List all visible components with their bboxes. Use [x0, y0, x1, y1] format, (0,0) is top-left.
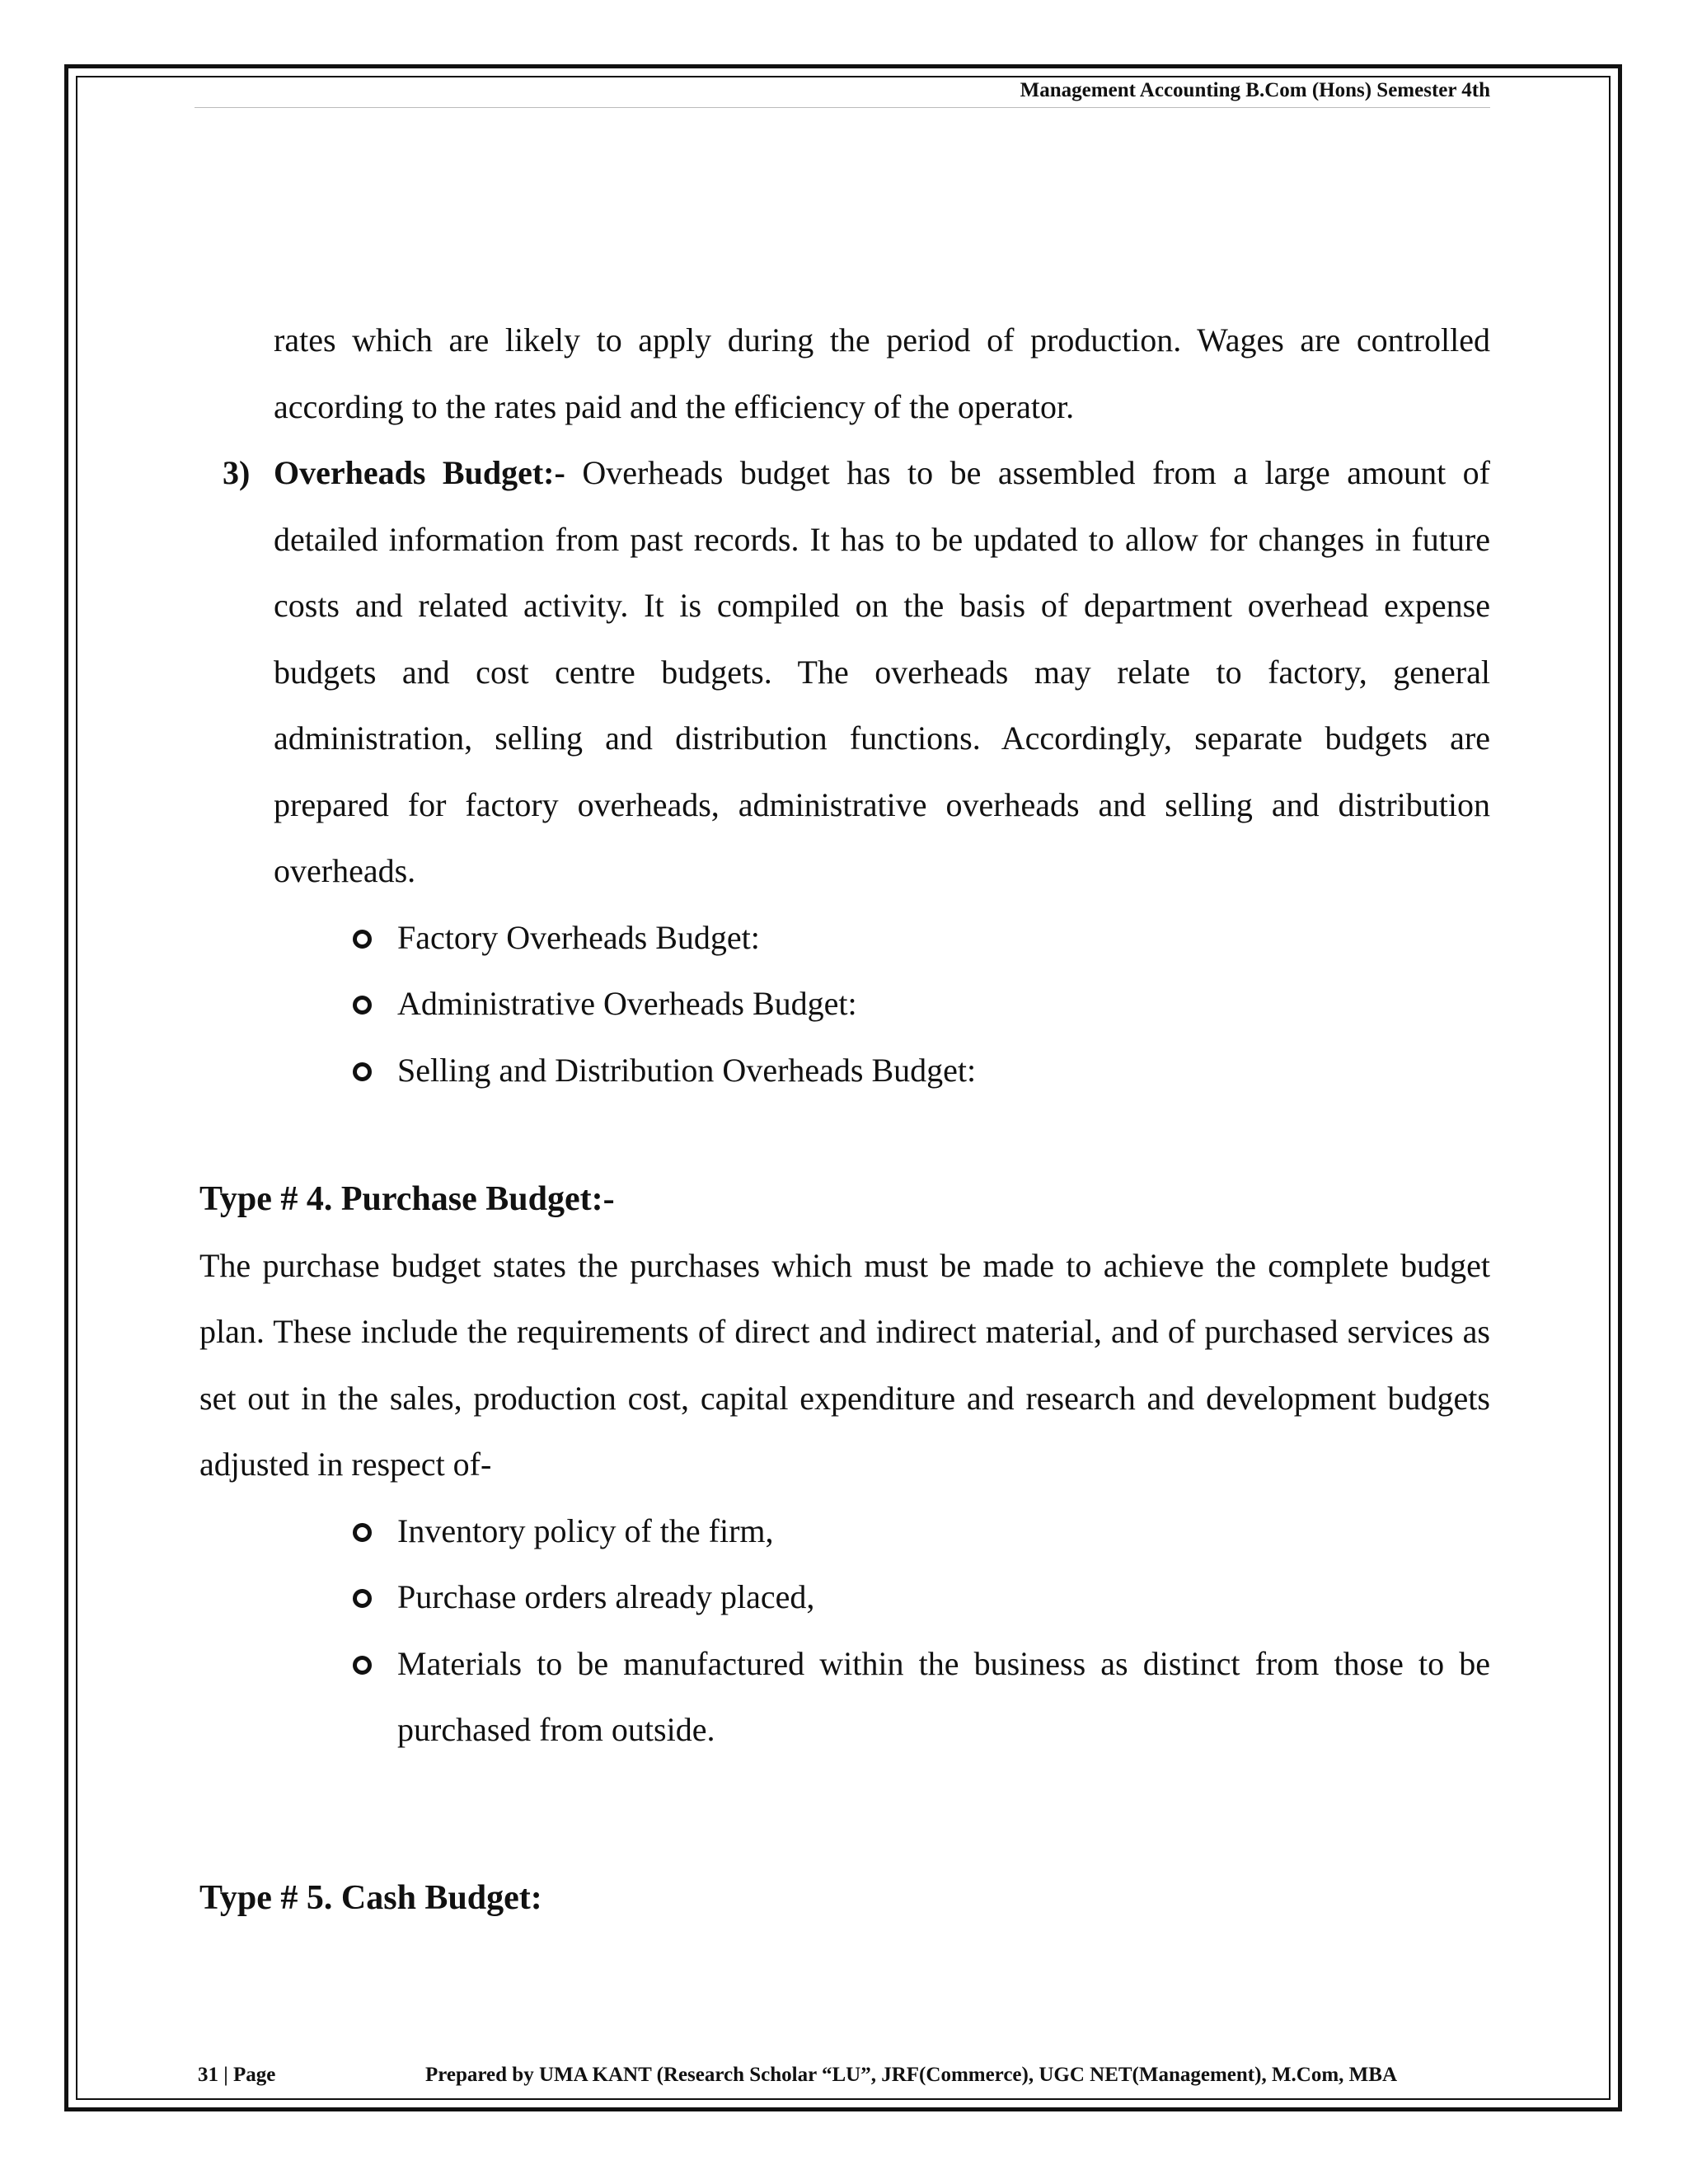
- page-number: 31 | Page: [198, 2064, 276, 2086]
- overheads-budget-text: Overheads budget has to be assembled from a large amount of detailed information from past records. It has to be updated to allow for changes in future costs and related activity. It is compiled on the basis of department overhead expense budgets and cost centre budgets. The overheads may relate to factory, general administration, selling and distribution functions. Accordingly, separate budgets are prepared for factory overheads, administrative overheads and selling and distribution overheads.: [274, 454, 1490, 889]
- purchase-budget-section: [199, 1166, 1490, 1764]
- page-header: Management Accounting B.Com (Hons) Semester 4th: [1020, 79, 1490, 101]
- overheads-bullet-list: [199, 905, 1490, 1104]
- continuation-paragraph: rates which are likely to apply during the period of production. Wages are controlled according to the rates paid and the efficiency of the operator.: [274, 321, 1490, 425]
- list-item: Administrative Overheads Budget:: [199, 971, 1490, 1038]
- overheads-budget-paragraph: [199, 440, 1490, 905]
- header-divider: [195, 107, 1490, 108]
- bullet-circle-icon: [353, 1062, 372, 1081]
- list-item: Inventory policy of the firm,: [199, 1498, 1490, 1565]
- purchase-budget-paragraph: The purchase budget states the purchases which must be made to achieve the complete budget plan. These include the requirements of direct and indirect material, and of purchased services as set out in the sales, production cost, capital expenditure and research and development budgets adjusted in respect of-: [199, 1246, 1490, 1483]
- cash-budget-section: [199, 1865, 1490, 1932]
- list-number: 3): [223, 454, 251, 491]
- purchase-bullet-list: [199, 1498, 1490, 1764]
- bullet-circle-icon: [353, 1589, 372, 1608]
- bullet-circle-icon: [353, 1656, 372, 1675]
- overheads-section: [199, 307, 1490, 1104]
- bullet-circle-icon: [353, 930, 372, 949]
- overheads-budget-title: Overheads Budget:-: [274, 454, 565, 491]
- cash-budget-heading: Type # 5. Cash Budget:: [199, 1879, 542, 1917]
- list-item: Materials to be manufactured within the business as distinct from those to be purchased from outside.: [199, 1631, 1490, 1764]
- list-item: Factory Overheads Budget:: [199, 905, 1490, 972]
- bullet-circle-icon: [353, 1523, 372, 1542]
- prepared-by: Prepared by UMA KANT (Research Scholar “LU”, JRF(Commerce), UGC NET(Management), M.Com, MBA: [425, 2064, 1398, 2086]
- bullet-circle-icon: [353, 996, 372, 1015]
- list-item: Purchase orders already placed,: [199, 1564, 1490, 1631]
- purchase-budget-heading: Type # 4. Purchase Budget:-: [199, 1180, 615, 1218]
- list-item: Selling and Distribution Overheads Budget:: [199, 1038, 1490, 1104]
